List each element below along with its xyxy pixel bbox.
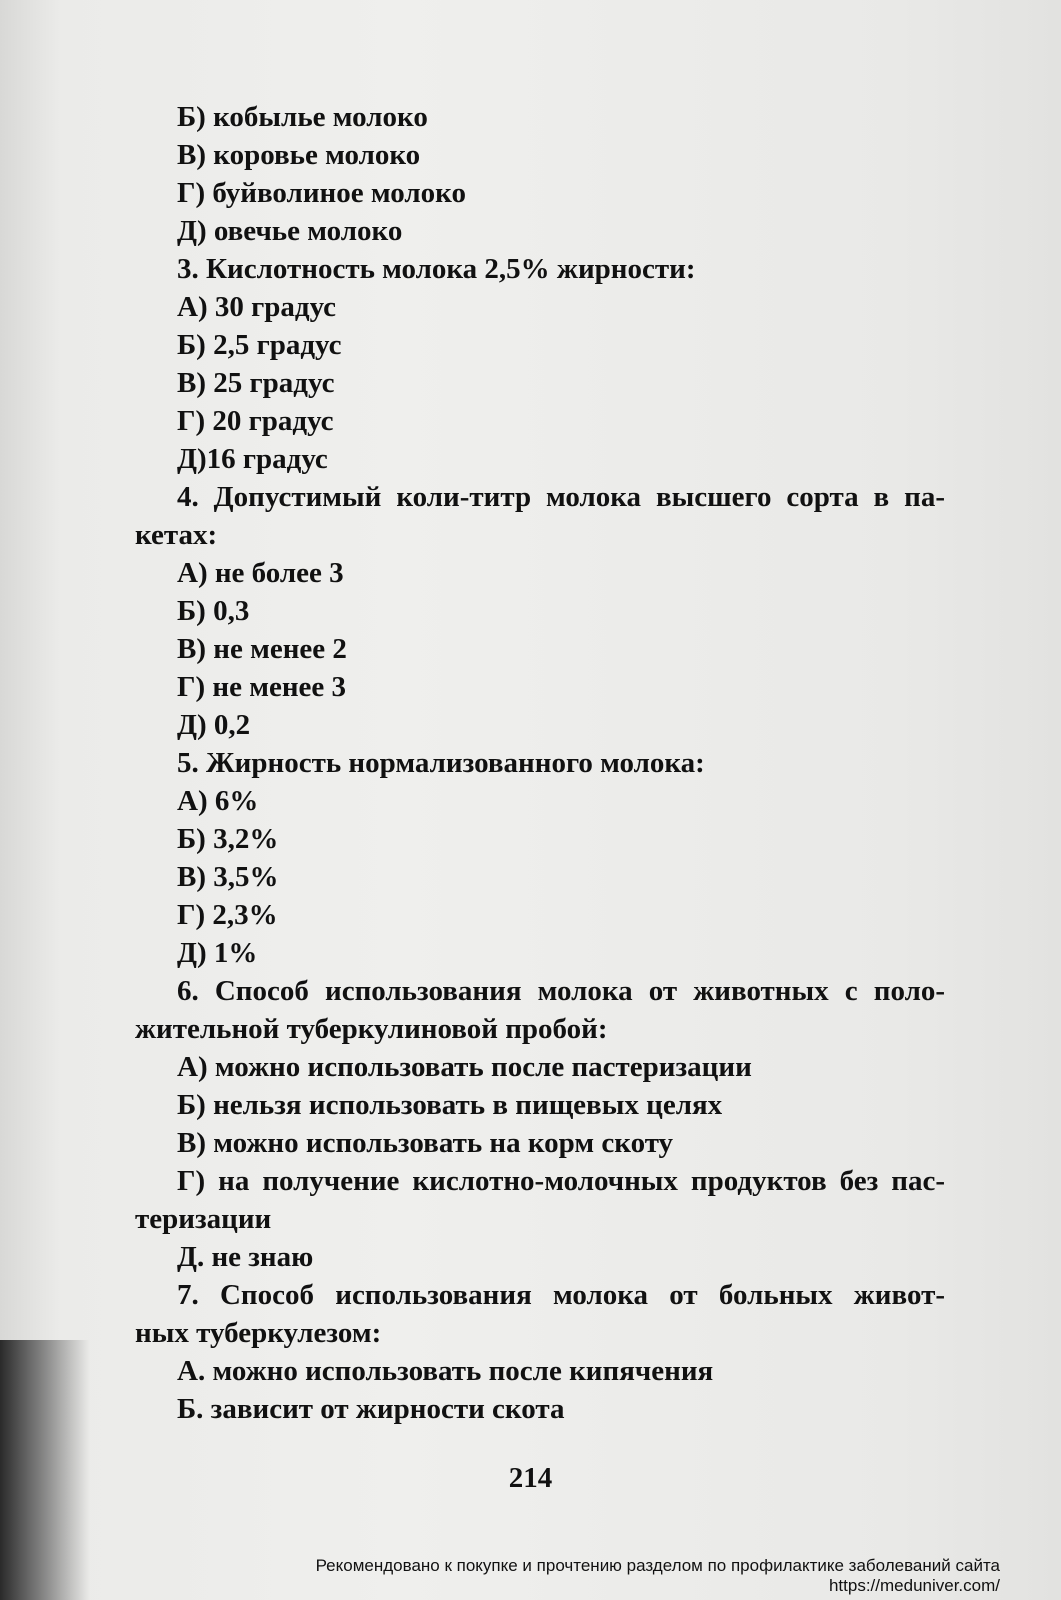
question-continuation: теризации bbox=[135, 1203, 272, 1235]
answer-option: Д) овечье молоко bbox=[177, 215, 403, 247]
question-text: 4. Допустимый коли-титр молока высшего сорта в па- bbox=[177, 481, 945, 513]
answer-option: В) можно использовать на корм скоту bbox=[177, 1127, 674, 1159]
answer-option: Б) нельзя использовать в пищевых целях bbox=[177, 1089, 723, 1121]
answer-option: В) не менее 2 bbox=[177, 633, 347, 665]
answer-option: Б) 0,3 bbox=[177, 595, 250, 627]
answer-option: Б) 2,5 градус bbox=[177, 329, 342, 361]
question-continuation: кетах: bbox=[135, 519, 218, 551]
question-text: 6. Способ использования молока от животных с поло- bbox=[177, 975, 945, 1007]
answer-option: В) коровье молоко bbox=[177, 139, 421, 171]
question-continuation: жительной туберкулиновой пробой: bbox=[135, 1013, 608, 1045]
footer-note: Рекомендовано к покупке и прочтению разделом по профилактике заболеваний сайта https://meduniver.com/ bbox=[315, 1556, 1000, 1595]
answer-option: В) 3,5% bbox=[177, 861, 279, 893]
question-text: 7. Способ использования молока от больных живот- bbox=[177, 1279, 945, 1311]
answer-option: Г) 20 градус bbox=[177, 405, 334, 437]
answer-option: Д) 0,2 bbox=[177, 709, 251, 741]
answer-option: В) 25 градус bbox=[177, 367, 335, 399]
answer-option: Д)16 градус bbox=[177, 443, 328, 475]
answer-option: А) не более 3 bbox=[177, 557, 344, 589]
answer-option: Б) кобылье молоко bbox=[177, 101, 428, 133]
answer-option: Г) буйволиное молоко bbox=[177, 177, 466, 209]
answer-option: Д) 1% bbox=[177, 937, 258, 969]
answer-option: Б) 3,2% bbox=[177, 823, 279, 855]
question-continuation: ных туберкулезом: bbox=[135, 1317, 382, 1349]
answer-option: А) можно использовать после пастеризации bbox=[177, 1051, 752, 1083]
answer-option: Г) не менее 3 bbox=[177, 671, 347, 703]
answer-option: Б. зависит от жирности скота bbox=[177, 1393, 565, 1425]
page-text bbox=[135, 98, 945, 1428]
question-text: 3. Кислотность молока 2,5% жирности: bbox=[177, 253, 696, 285]
answer-option: А) 6% bbox=[177, 785, 259, 817]
question-text: 5. Жирность нормализованного молока: bbox=[177, 747, 705, 779]
answer-option: А) 30 градус bbox=[177, 291, 337, 323]
answer-option: А. можно использовать после кипячения bbox=[177, 1355, 714, 1387]
question-text: Г) на получение кислотно-молочных продуктов без пас- bbox=[177, 1165, 945, 1197]
page-number: 214 bbox=[508, 1462, 553, 1494]
answer-option: Г) 2,3% bbox=[177, 899, 278, 931]
answer-option: Д. не знаю bbox=[177, 1241, 314, 1273]
